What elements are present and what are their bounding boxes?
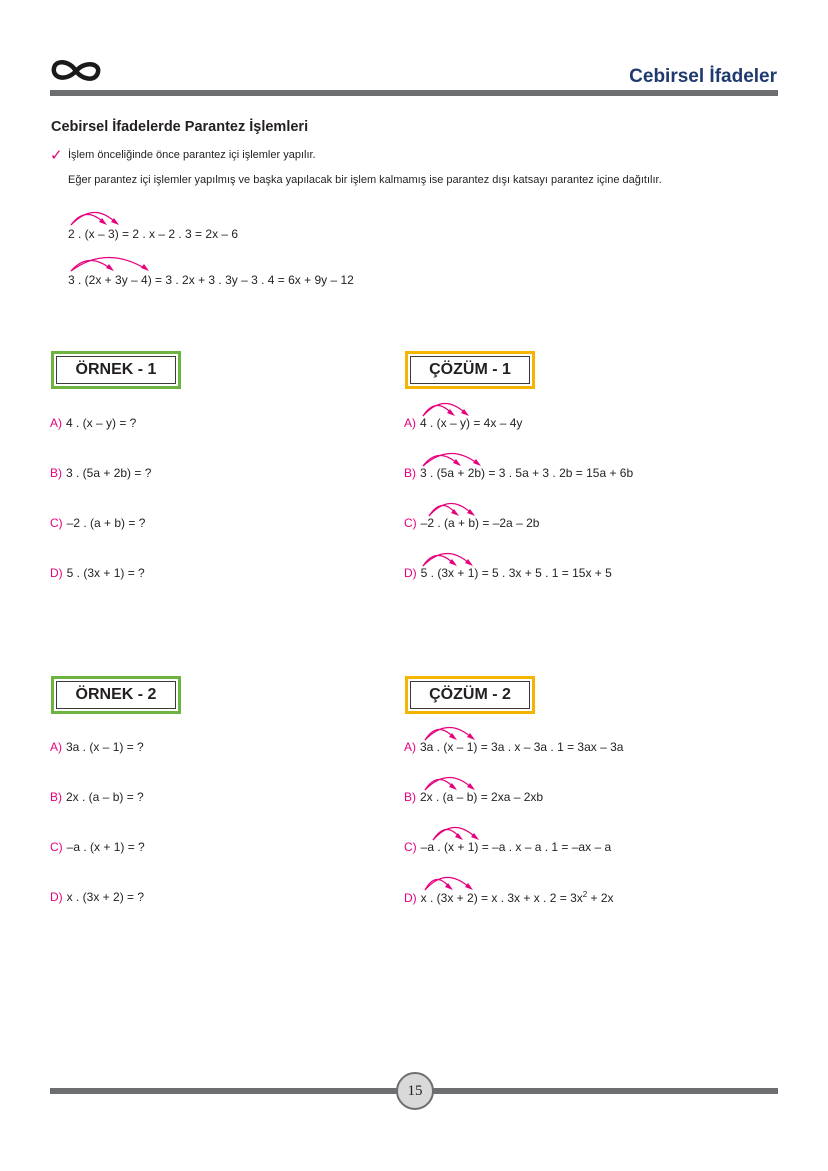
cozum-2-heading: ÇÖZÜM - 2	[405, 676, 535, 714]
example-equation-2: 3 . (2x + 3y – 4) = 3 . 2x + 3 . 3y – 3 . 4 = 6x + 9y – 12	[68, 273, 354, 287]
ornek-1-item-c: C) –2 . (a + b) = ?	[50, 516, 146, 530]
page-number: 15	[396, 1072, 434, 1110]
ornek-2-item-c: C) –a . (x + 1) = ?	[50, 840, 145, 854]
ornek-1-item-b: B) 3 . (5a + 2b) = ?	[50, 466, 152, 480]
ornek-2-item-d: D) x . (3x + 2) = ?	[50, 890, 145, 904]
infinity-icon	[50, 56, 102, 86]
rule-text-1: İşlem önceliğinde önce parantez içi işlemler yapılır.	[68, 149, 316, 161]
section-title: Cebirsel İfadelerde Parantez İşlemleri	[51, 119, 309, 135]
distribution-arrow-icon	[66, 207, 126, 229]
ornek-2-item-a: A) 3a . (x – 1) = ?	[50, 740, 144, 754]
cozum-2-item-d: D) x . (3x + 2) = x . 3x + x . $2 = 3x^2 + 2x$	[404, 890, 614, 905]
cozum-1-item-c: C) –2 . (a + b) = –2a – 2b	[404, 516, 540, 530]
distribution-arrow-icon	[66, 253, 156, 275]
ornek-1-item-a: A) 4 . (x – y) = ?	[50, 416, 137, 430]
ornek-1-heading: ÖRNEK - 1	[51, 351, 181, 389]
example-equation-1: 2 . (x – 3) = 2 . x – 2 . 3 = 2x – 6	[68, 227, 239, 241]
rule-text-2: Eğer parantez içi işlemler yapılmış ve başka yapılacak bir işlem kalmamış ise parantez dışı katsayı parantez içine dağıtılır.	[68, 174, 662, 186]
checkmark-icon: ✓	[50, 147, 63, 164]
cozum-1-heading: ÇÖZÜM - 1	[405, 351, 535, 389]
cozum-1-item-a: A) 4 . (x – y) = 4x – 4y	[404, 416, 523, 430]
page-title: Cebirsel İfadeler	[629, 66, 777, 87]
cozum-1-item-b: B) 3 . (5a + 2b) = 3 . 5a + 3 . 2b = 15a + 6b	[404, 466, 634, 480]
cozum-2-item-c: C) –a . (x + 1) = –a . x – a . 1 = –ax – a	[404, 840, 612, 854]
cozum-1-item-d: D) 5 . (3x + 1) = 5 . 3x + 5 . 1 = 15x + 5	[404, 566, 612, 580]
ornek-1-item-d: D) 5 . (3x + 1) = ?	[50, 566, 145, 580]
header-divider	[50, 90, 778, 96]
cozum-2-item-a: A) 3a . (x – 1) = 3a . x – 3a . 1 = 3ax – 3a	[404, 740, 624, 754]
ornek-2-item-b: B) 2x . (a – b) = ?	[50, 790, 144, 804]
cozum-2-item-b: B) 2x . (a – b) = 2xa – 2xb	[404, 790, 544, 804]
ornek-2-heading: ÖRNEK - 2	[51, 676, 181, 714]
